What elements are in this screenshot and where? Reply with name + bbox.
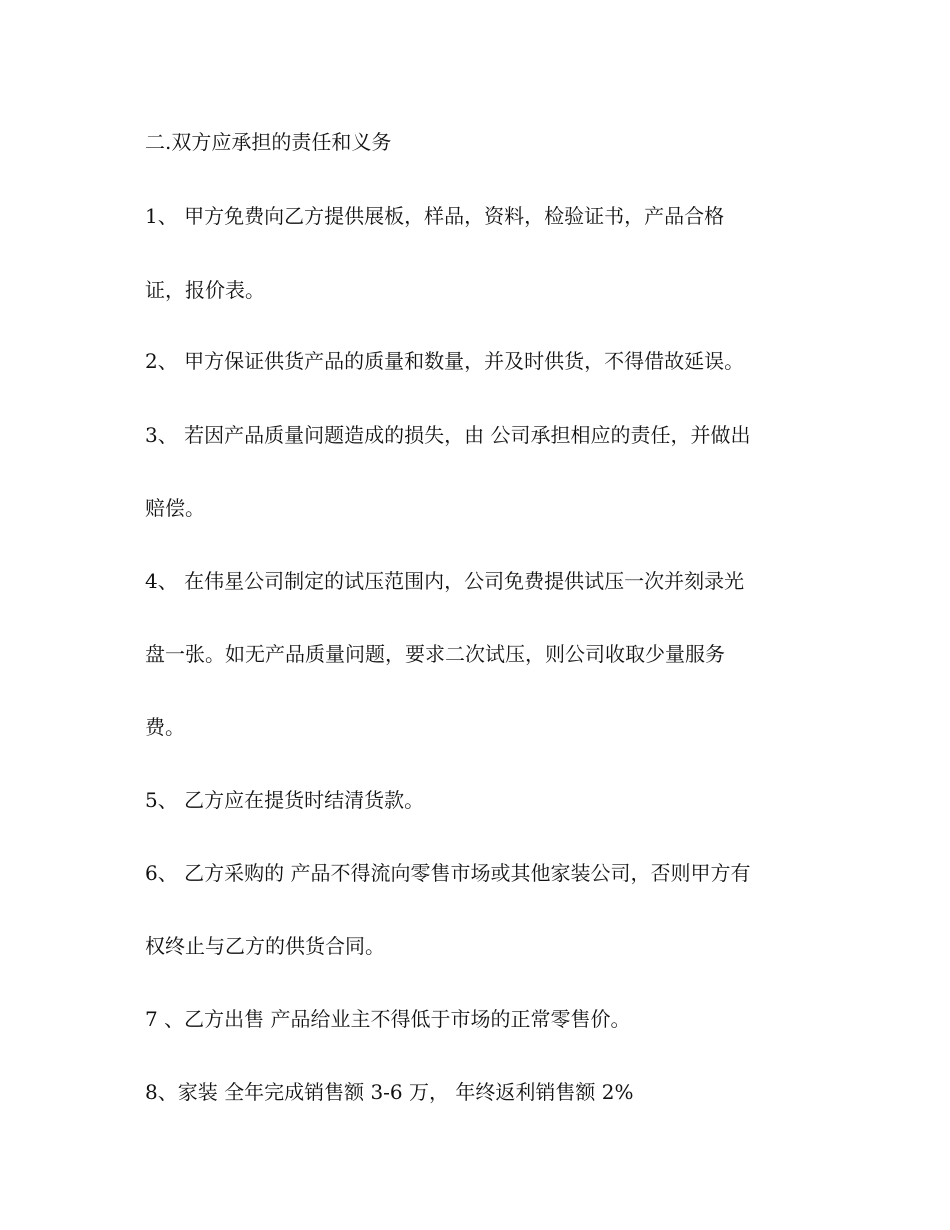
clause-line: 7 、乙方出售 产品给业主不得低于市场的正常零售价。 [145, 1007, 631, 1031]
clause-line: 盘一张。如无产品质量问题，要求二次试压，则公司收取少量服务 [145, 642, 725, 666]
clause-line: 证，报价表。 [145, 278, 265, 302]
clause-line: 费。 [145, 715, 185, 739]
clause-line: 8、家装 全年完成销售额 3-6 万， 年终返利销售额 2% [145, 1080, 634, 1104]
clause-line: 3、 若因产品质量问题造成的损失，由 公司承担相应的责任，并做出 [145, 423, 751, 447]
clause-line: 权终止与乙方的供货合同。 [145, 934, 385, 958]
clause-line: 1、 甲方免费向乙方提供展板，样品，资料，检验证书，产品合格 [145, 204, 725, 228]
clause-line: 赔偿。 [145, 496, 205, 520]
section-heading: 二.双方应承担的责任和义务 [145, 130, 392, 154]
clause-line: 6、 乙方采购的 产品不得流向零售市场或其他家装公司，否则甲方有 [145, 861, 751, 885]
clause-line: 5、 乙方应在提货时结清货款。 [145, 788, 425, 812]
clause-line: 4、 在伟星公司制定的试压范围内，公司免费提供试压一次并刻录光 [145, 569, 745, 593]
clause-line: 2、 甲方保证供货产品的质量和数量，并及时供货，不得借故延误。 [145, 349, 745, 373]
